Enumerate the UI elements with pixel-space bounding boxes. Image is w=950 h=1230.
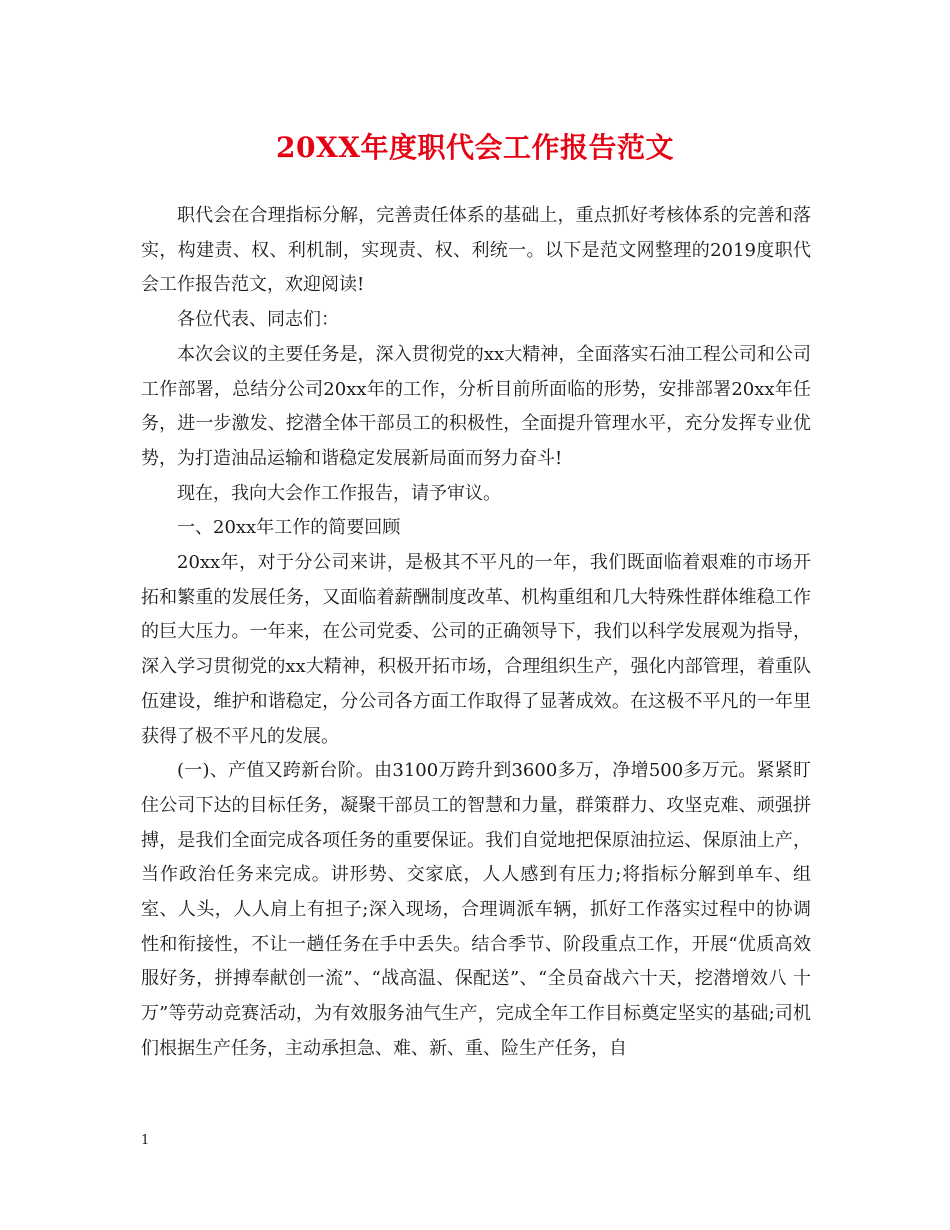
paragraph-report-request: 现在，我向大会作工作报告，请予审议。 (177, 482, 501, 504)
paragraph-output-growth: (一)、产值又跨新台阶。由3100万跨升到3600多万，净增500多万元。紧紧盯住公司下达的目标任务，凝聚干部员工的智慧和力量，群策群力、攻坚克难、顽强拼搏，是我们全面完成各项任务的重要保证。我们自觉地把保原油拉运、保原油上产，当作政治任务来完成。讲形势、交家底，人人感到有压力;将指标分解到单车、组室、人头，人人肩上有担子;深入现场，合理调派车辆，抓好工作落实过程中的协调性和衔接性，不让一趟任务在手中丢失。结合季节、阶段重点工作，开展“优质高效服好务，拼搏奉献创一流”、“战高温、保配送”、“全员奋战六十天，挖潜增效八 十万”等劳动竞赛活动，为有效服务油气生产，完成全年工作目标奠定坚实的基础;司机们根据生产任务，主动承担急、难、新、重、险生产任务，自 (141, 760, 811, 1059)
paragraph-greeting: 各位代表、同志们： (177, 309, 339, 331)
page-number: 1 (141, 1133, 150, 1148)
document-body (141, 199, 811, 1067)
document-title: 20XX年度职代会工作报告范文 (276, 131, 674, 164)
paragraph-intro: 职代会在合理指标分解，完善责任体系的基础上，重点抓好考核体系的完善和落实，构建责、权、利机制，实现责、权、利统一。以下是范文网整理的2019度职代会工作报告范文，欢迎阅读! (141, 205, 811, 296)
paragraph-meeting-task: 本次会议的主要任务是，深入贯彻党的xx大精神，全面落实石油工程公司和公司工作部署，总结分公司20xx年的工作，分析目前所面临的形势，安排部署20xx年任务，进一步激发、挖潜全体干部员工的积极性，全面提升管理水平，充分发挥专业优势，为打造油品运输和谐稳定发展新局面而努力奋斗! (141, 343, 811, 469)
paragraph-year-review: 20xx年，对于分公司来讲，是极其不平凡的一年，我们既面临着艰难的市场开拓和繁重的发展任务，又面临着薪酬制度改革、机构重组和几大特殊性群体维稳工作的巨大压力。一年来，在公司党委、公司的正确领导下，我们以科学发展观为指导，深入学习贯彻党的xx大精神，积极开拓市场，合理组织生产，强化内部管理，着重队伍建设，维护和谐稳定，分公司各方面工作取得了显著成效。在这极不平凡的一年里获得了极不平凡的发展。 (141, 552, 811, 747)
section-heading-review: 一、20xx年工作的简要回顾 (177, 517, 401, 539)
